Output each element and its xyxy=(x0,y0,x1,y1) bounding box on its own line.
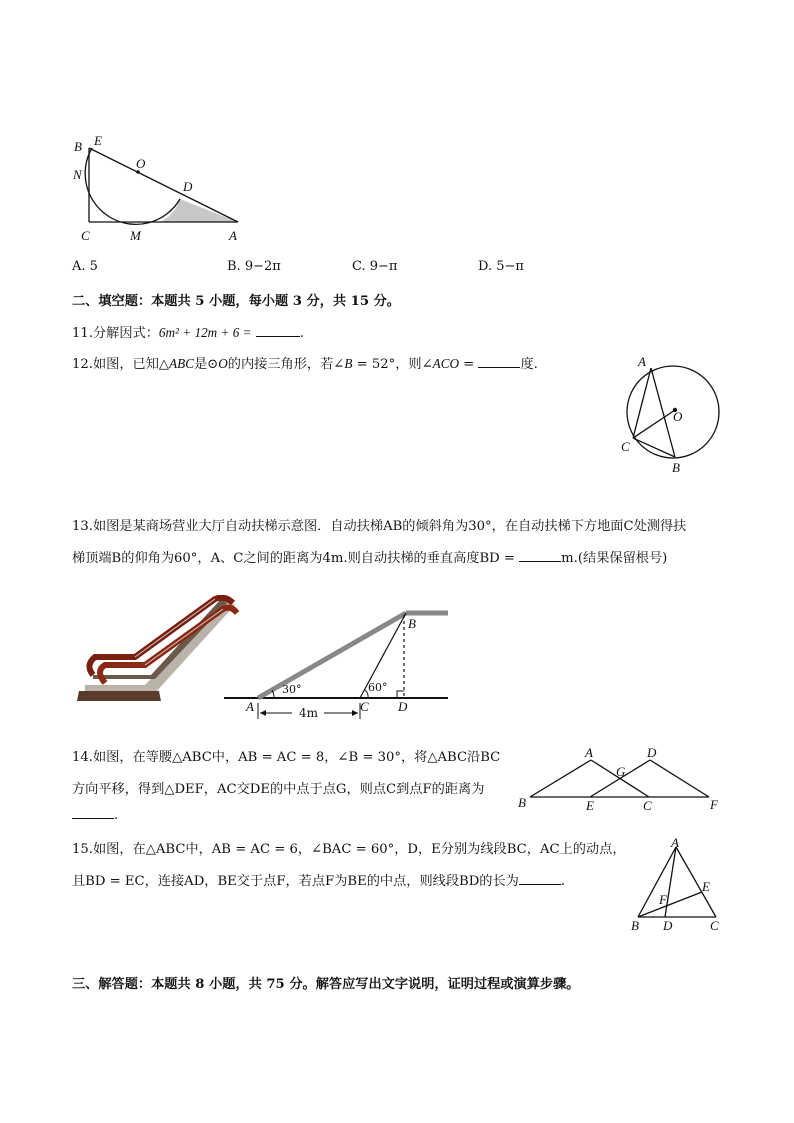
segment-df xyxy=(650,760,709,797)
question-13-line-1: 13.如图是某商场营业大厅自动扶梯示意图．自动扶梯AB的倾斜角为30°，在自动扶梯下方地面C处测得扶 xyxy=(72,519,687,534)
label-f: F xyxy=(659,892,667,907)
label-d: D xyxy=(647,745,657,760)
label-d: D xyxy=(398,699,408,714)
q12-angle-aco: ACO xyxy=(432,356,460,371)
q11-end: . xyxy=(299,326,304,341)
label-a: A xyxy=(229,228,237,243)
option-d[interactable] xyxy=(478,259,524,274)
label-b: B xyxy=(631,918,639,933)
option-b[interactable] xyxy=(227,259,281,274)
q11-answer-blank[interactable] xyxy=(256,324,300,337)
angle-60-label: 60° xyxy=(368,681,388,694)
q12-text-b: 是⊙ xyxy=(194,357,219,372)
q12-text-d: = 52°，则∠ xyxy=(352,357,433,372)
option-text: 5 xyxy=(89,259,98,274)
label-g: G xyxy=(616,764,626,779)
label-c: C xyxy=(643,798,652,813)
q14-answer-blank[interactable] xyxy=(72,806,114,819)
label-d: D xyxy=(663,918,673,933)
q13-figure xyxy=(222,603,457,723)
label-o: O xyxy=(673,409,683,424)
q12-circle: O xyxy=(218,356,228,371)
right-angle-mark xyxy=(397,691,404,698)
question-12 xyxy=(72,353,538,372)
q12-text-a: 如图，已知△ xyxy=(92,357,170,372)
question-14-line-1: 14.如图，在等腰△ABC中，AB = AC = 8，∠B = 30°，将△ABC沿BC xyxy=(72,750,501,765)
q12-end: 度. xyxy=(520,357,538,372)
distance-label: 4m xyxy=(299,706,319,720)
label-c: C xyxy=(710,918,719,933)
option-c[interactable] xyxy=(352,259,397,274)
label-a: A xyxy=(585,745,593,760)
label-b: B xyxy=(74,139,82,154)
section-2-heading: 二、填空题：本题共 5 小题，每小题 3 分，共 15 分。 xyxy=(72,294,400,309)
q12-triangle: ABC xyxy=(169,356,194,371)
label-b: B xyxy=(518,795,526,810)
label-a: A xyxy=(246,699,254,714)
q11-number: 11. xyxy=(72,326,93,341)
label-c: C xyxy=(360,699,369,714)
q11-text: 分解因式： xyxy=(92,326,159,341)
option-key: D. xyxy=(478,259,493,274)
label-e: E xyxy=(702,879,710,894)
q12-figure xyxy=(615,352,730,477)
q12-number: 12. xyxy=(72,357,93,372)
label-m: M xyxy=(130,228,141,243)
q12-text-e: = xyxy=(459,357,475,372)
q13-answer-blank[interactable] xyxy=(519,549,561,562)
q15-answer-blank[interactable] xyxy=(519,872,561,885)
escalator-photo xyxy=(75,595,240,705)
label-o: O xyxy=(136,156,146,171)
label-c: C xyxy=(81,228,90,243)
option-text: 9−π xyxy=(369,259,398,274)
q12-text-c: 的内接三角形，若∠ xyxy=(227,357,345,372)
label-c: C xyxy=(621,439,630,454)
label-e: E xyxy=(586,798,594,813)
q15-text-a: 且BD = EC，连接AD，BE交于点F，若点F为BE的中点，则线段BD的长为 xyxy=(72,874,519,889)
segment-ac xyxy=(676,847,716,917)
q15-figure xyxy=(628,835,728,935)
label-e: E xyxy=(94,133,102,148)
q13-text-a: 梯顶端B的仰角为60°，A、C之间的距离为4m.则自动扶梯的垂直高度BD = xyxy=(72,551,515,566)
label-b: B xyxy=(672,460,680,475)
option-key: C. xyxy=(352,259,366,274)
label-f: F xyxy=(710,797,718,812)
q14-figure xyxy=(515,745,725,815)
question-14-line-2: 方向平移，得到△DEF，AC交DE的中点于点G，则点C到点F的距离为 xyxy=(72,782,485,797)
q11-expression: 6m² + 12m + 6 = xyxy=(158,325,252,340)
question-15-line-2 xyxy=(72,870,565,889)
segment-ba xyxy=(530,760,591,797)
segment-be xyxy=(638,892,702,917)
q14-end: . xyxy=(114,808,119,823)
question-11 xyxy=(72,322,304,341)
section-3-heading: 三、解答题：本题共 8 小题，共 75 分。解答应写出文字说明，证明过程或演算步骤。 xyxy=(72,977,580,992)
q12-answer-blank[interactable] xyxy=(478,355,520,368)
question-14-line-3 xyxy=(72,806,118,823)
option-key: A. xyxy=(72,259,86,274)
label-n: N xyxy=(73,167,82,182)
option-key: B. xyxy=(227,259,241,274)
question-15-line-1: 15.如图，在△ABC中，AB = AC = 6，∠BAC = 60°，D，E分别为线段BC，AC上的动点， xyxy=(72,842,626,857)
q13-text-b: m.(结果保留根号) xyxy=(561,551,668,566)
label-a: A xyxy=(638,354,646,369)
q12-angle-b: B xyxy=(344,356,353,371)
q15-end: . xyxy=(560,874,566,889)
option-text: 5−π xyxy=(496,259,524,274)
label-a: A xyxy=(671,835,679,850)
question-13-line-2 xyxy=(72,547,667,566)
option-a[interactable] xyxy=(72,259,98,274)
option-text: 9−2π xyxy=(244,259,281,274)
angle-30-label: 30° xyxy=(282,683,302,696)
label-b: B xyxy=(408,616,416,631)
label-d: D xyxy=(183,179,193,194)
q10-figure xyxy=(70,132,250,247)
segment-ba xyxy=(89,148,238,222)
